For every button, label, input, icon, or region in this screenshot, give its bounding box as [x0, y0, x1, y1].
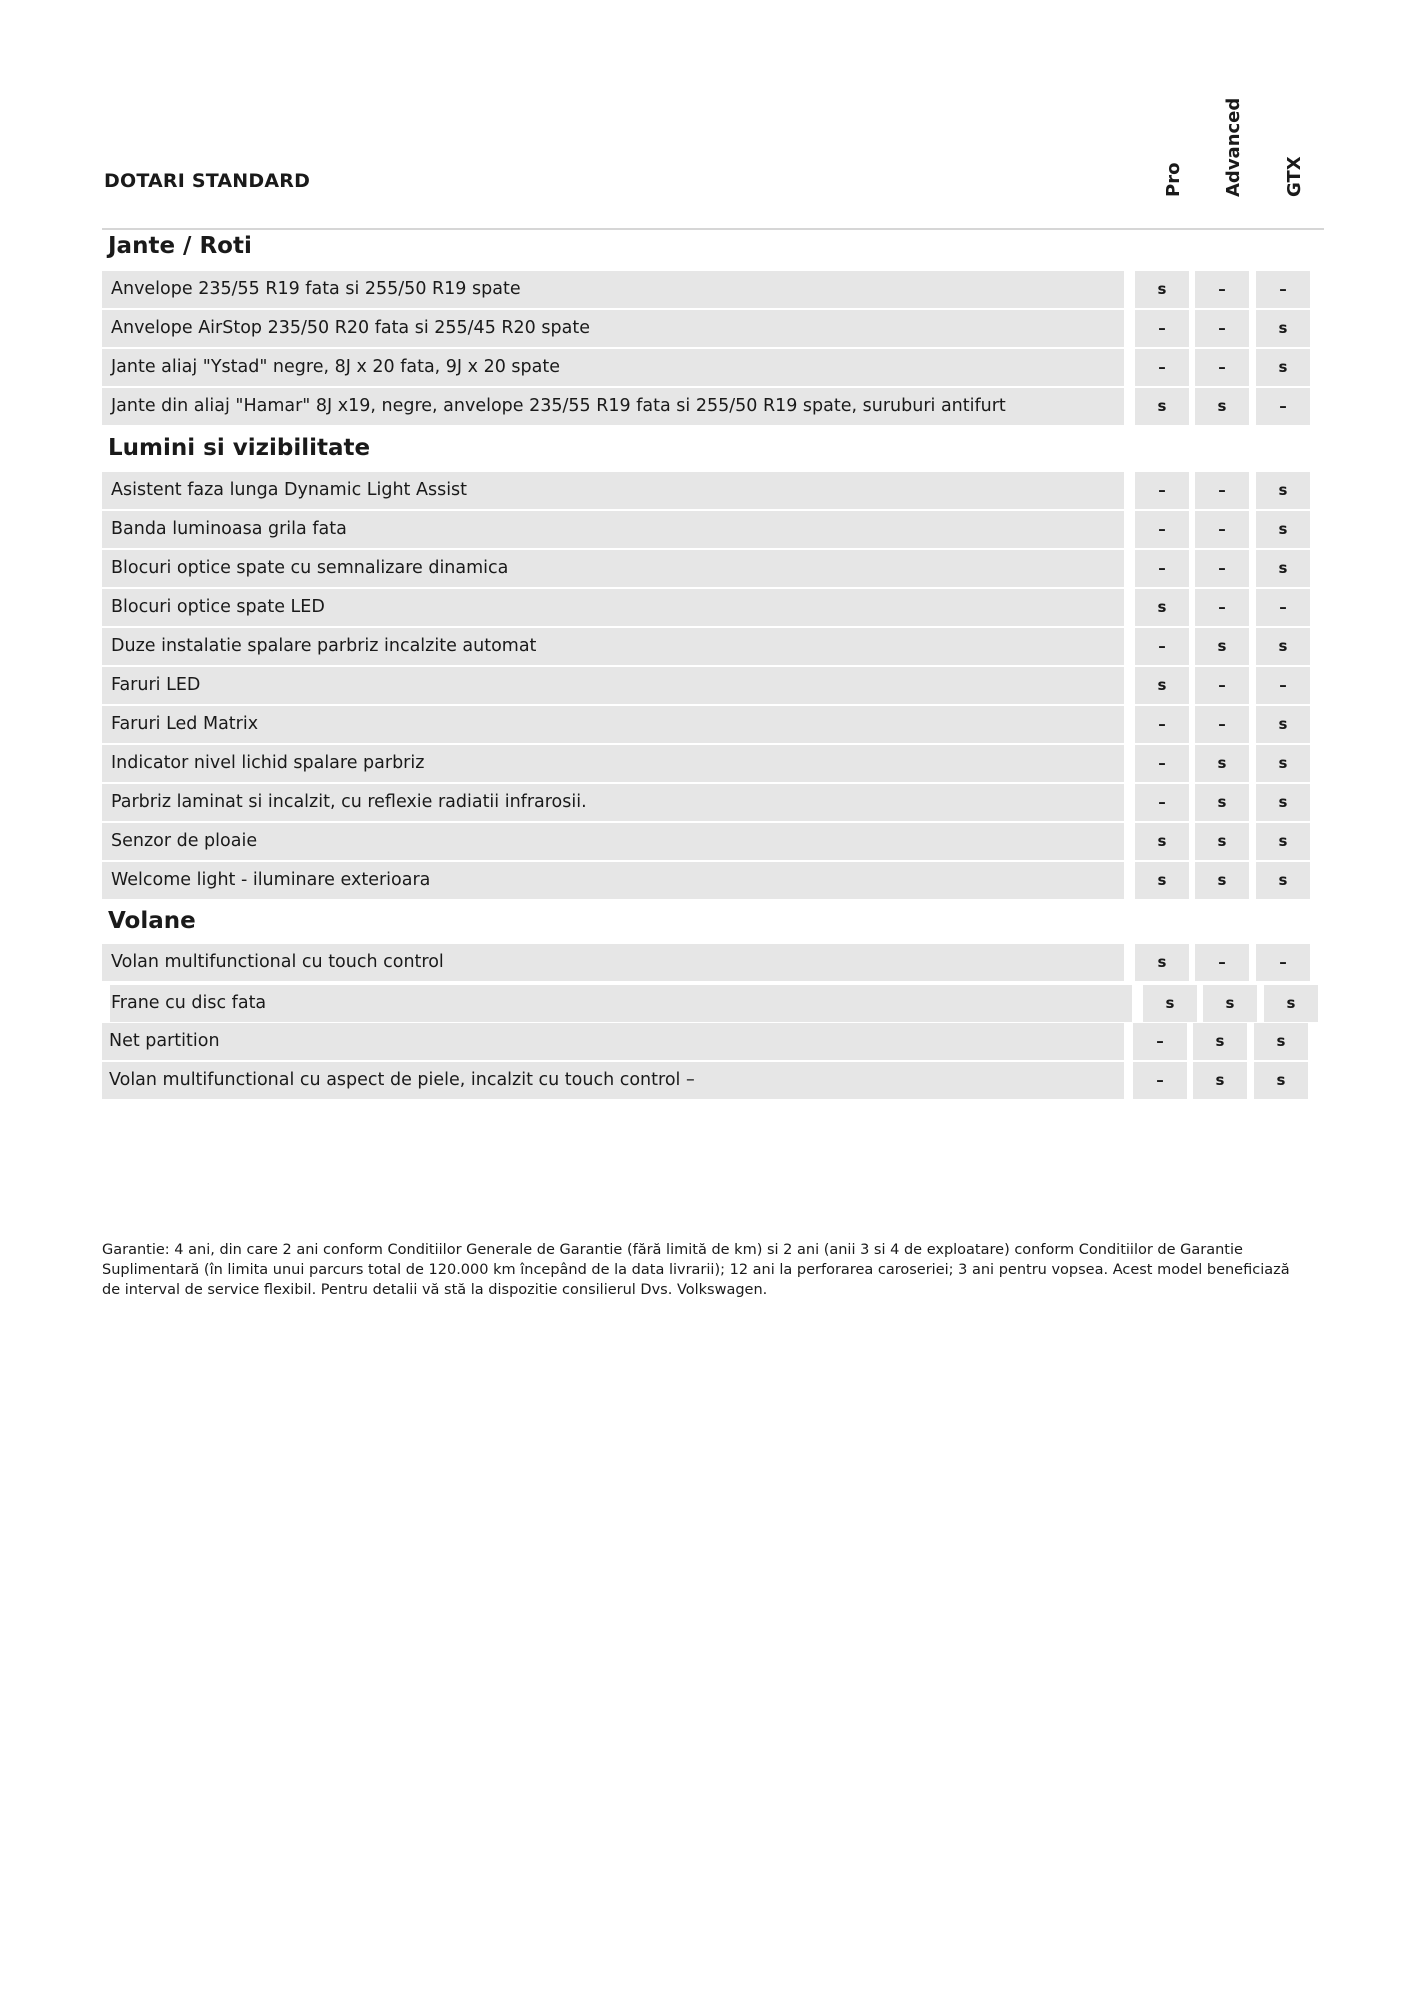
column-header-gtx: GTX [1284, 156, 1305, 197]
row-label-cell [102, 1062, 1124, 1099]
cell-advanced: – [1195, 472, 1249, 509]
cell-pro: s [1135, 944, 1189, 981]
row-label: Jante aliaj "Ystad" negre, 8J x 20 fata, 9J x 20 spate [111, 357, 560, 377]
cell-pro: – [1133, 1062, 1187, 1099]
cell-pro: – [1135, 745, 1189, 782]
cell-pro: s [1143, 985, 1197, 1022]
cell-gtx: s [1254, 1062, 1308, 1099]
row-label-cell [102, 706, 1124, 743]
row-label: Frane cu disc fata [111, 993, 267, 1013]
cell-advanced: s [1195, 628, 1249, 665]
row-label-cell [102, 271, 1124, 308]
section-title-lumini-vizibilitate: Lumini si vizibilitate [108, 435, 371, 461]
row-label: Senzor de ploaie [111, 831, 258, 851]
cell-pro: – [1135, 349, 1189, 386]
row-label-cell [102, 472, 1124, 509]
cell-advanced: – [1195, 706, 1249, 743]
cell-advanced: – [1195, 271, 1249, 308]
cell-pro: – [1135, 706, 1189, 743]
row-label: Duze instalatie spalare parbriz incalzite automat [111, 636, 537, 656]
cell-advanced: – [1195, 550, 1249, 587]
row-label-cell [102, 745, 1124, 782]
cell-gtx: – [1256, 589, 1310, 626]
cell-pro: s [1135, 823, 1189, 860]
row-label: Blocuri optice spate LED [111, 597, 325, 617]
cell-pro: s [1135, 589, 1189, 626]
cell-pro: – [1135, 628, 1189, 665]
row-label-cell [102, 349, 1124, 386]
cell-advanced: s [1193, 1023, 1247, 1060]
cell-advanced: s [1195, 823, 1249, 860]
row-label: Anvelope AirStop 235/50 R20 fata si 255/45 R20 spate [111, 318, 590, 338]
row-label: Parbriz laminat si incalzit, cu reflexie radiatii infrarosii. [111, 792, 587, 812]
cell-gtx: s [1256, 550, 1310, 587]
cell-gtx: – [1256, 271, 1310, 308]
row-label: Volan multifunctional cu touch control [111, 952, 444, 972]
cell-gtx: – [1256, 944, 1310, 981]
cell-advanced: s [1203, 985, 1257, 1022]
row-label-cell [102, 784, 1124, 821]
cell-gtx: s [1256, 511, 1310, 548]
row-label: Asistent faza lunga Dynamic Light Assist [111, 480, 468, 500]
row-label-cell [110, 985, 1132, 1022]
table-header [102, 97, 1324, 230]
row-label-cell [102, 511, 1124, 548]
cell-advanced: – [1195, 944, 1249, 981]
warranty-footnote: Garantie: 4 ani, din care 2 ani conform Conditiilor Generale de Garantie (fără limită de km) si 2 ani (anii 3 si 4 de exploatare) conform Conditiilor de Garantie Suplimentară (în limita unui parcurs total de 120.000 km începând de la data livrarii); 12 ani la perforarea caroseriei; 3 ani pentru vopsea. Acest model beneficiază de interval de service flexibil. Pentru detalii vă stă la dispozitie consilierul Dvs. Volkswagen. [102, 1242, 1290, 1298]
row-label-cell [102, 823, 1124, 860]
cell-advanced: s [1195, 784, 1249, 821]
row-label: Indicator nivel lichid spalare parbriz [111, 753, 425, 773]
section-title-jante-roti: Jante / Roti [108, 233, 252, 259]
row-label-cell [102, 628, 1124, 665]
cell-advanced: – [1195, 310, 1249, 347]
section-title-volane: Volane [108, 908, 196, 934]
row-label-cell [102, 388, 1124, 425]
row-label: Faruri LED [111, 675, 201, 695]
cell-gtx: s [1254, 1023, 1308, 1060]
row-label: Welcome light - iluminare exterioara [111, 870, 431, 890]
row-label: Volan multifunctional cu aspect de piele, incalzit cu touch control – [109, 1070, 695, 1090]
cell-advanced: – [1195, 511, 1249, 548]
row-label-cell [102, 1023, 1124, 1060]
cell-gtx: s [1256, 784, 1310, 821]
column-header-advanced: Advanced [1223, 97, 1244, 197]
cell-pro: s [1135, 271, 1189, 308]
row-label: Jante din aliaj "Hamar" 8J x19, negre, anvelope 235/55 R19 fata si 255/50 R19 spate, suruburi antifurt [111, 396, 1006, 416]
cell-pro: – [1133, 1023, 1187, 1060]
row-label-cell [102, 310, 1124, 347]
cell-advanced: s [1193, 1062, 1247, 1099]
row-label: Net partition [109, 1031, 220, 1051]
cell-advanced: – [1195, 667, 1249, 704]
cell-pro: – [1135, 511, 1189, 548]
column-header-pro: Pro [1163, 162, 1184, 197]
cell-gtx: s [1256, 349, 1310, 386]
cell-gtx: s [1264, 985, 1318, 1022]
cell-gtx: s [1256, 706, 1310, 743]
cell-advanced: – [1195, 589, 1249, 626]
row-label-cell [102, 589, 1124, 626]
cell-gtx: s [1256, 862, 1310, 899]
row-label-cell [102, 862, 1124, 899]
cell-gtx: s [1256, 823, 1310, 860]
cell-advanced: s [1195, 862, 1249, 899]
table-title: DOTARI STANDARD [104, 170, 311, 192]
cell-advanced: – [1195, 349, 1249, 386]
cell-gtx: s [1256, 310, 1310, 347]
row-label-cell [102, 550, 1124, 587]
cell-pro: s [1135, 667, 1189, 704]
cell-gtx: s [1256, 628, 1310, 665]
cell-pro: s [1135, 388, 1189, 425]
cell-gtx: – [1256, 667, 1310, 704]
row-label: Blocuri optice spate cu semnalizare dinamica [111, 558, 509, 578]
row-label-cell [102, 944, 1124, 981]
cell-advanced: s [1195, 745, 1249, 782]
cell-gtx: s [1256, 472, 1310, 509]
cell-pro: – [1135, 550, 1189, 587]
row-label: Anvelope 235/55 R19 fata si 255/50 R19 spate [111, 279, 521, 299]
cell-pro: – [1135, 784, 1189, 821]
cell-pro: s [1135, 862, 1189, 899]
cell-advanced: s [1195, 388, 1249, 425]
row-label: Banda luminoasa grila fata [111, 519, 347, 539]
row-label-cell [102, 667, 1124, 704]
row-label: Faruri Led Matrix [111, 714, 259, 734]
cell-gtx: s [1256, 745, 1310, 782]
cell-pro: – [1135, 310, 1189, 347]
cell-pro: – [1135, 472, 1189, 509]
cell-gtx: – [1256, 388, 1310, 425]
